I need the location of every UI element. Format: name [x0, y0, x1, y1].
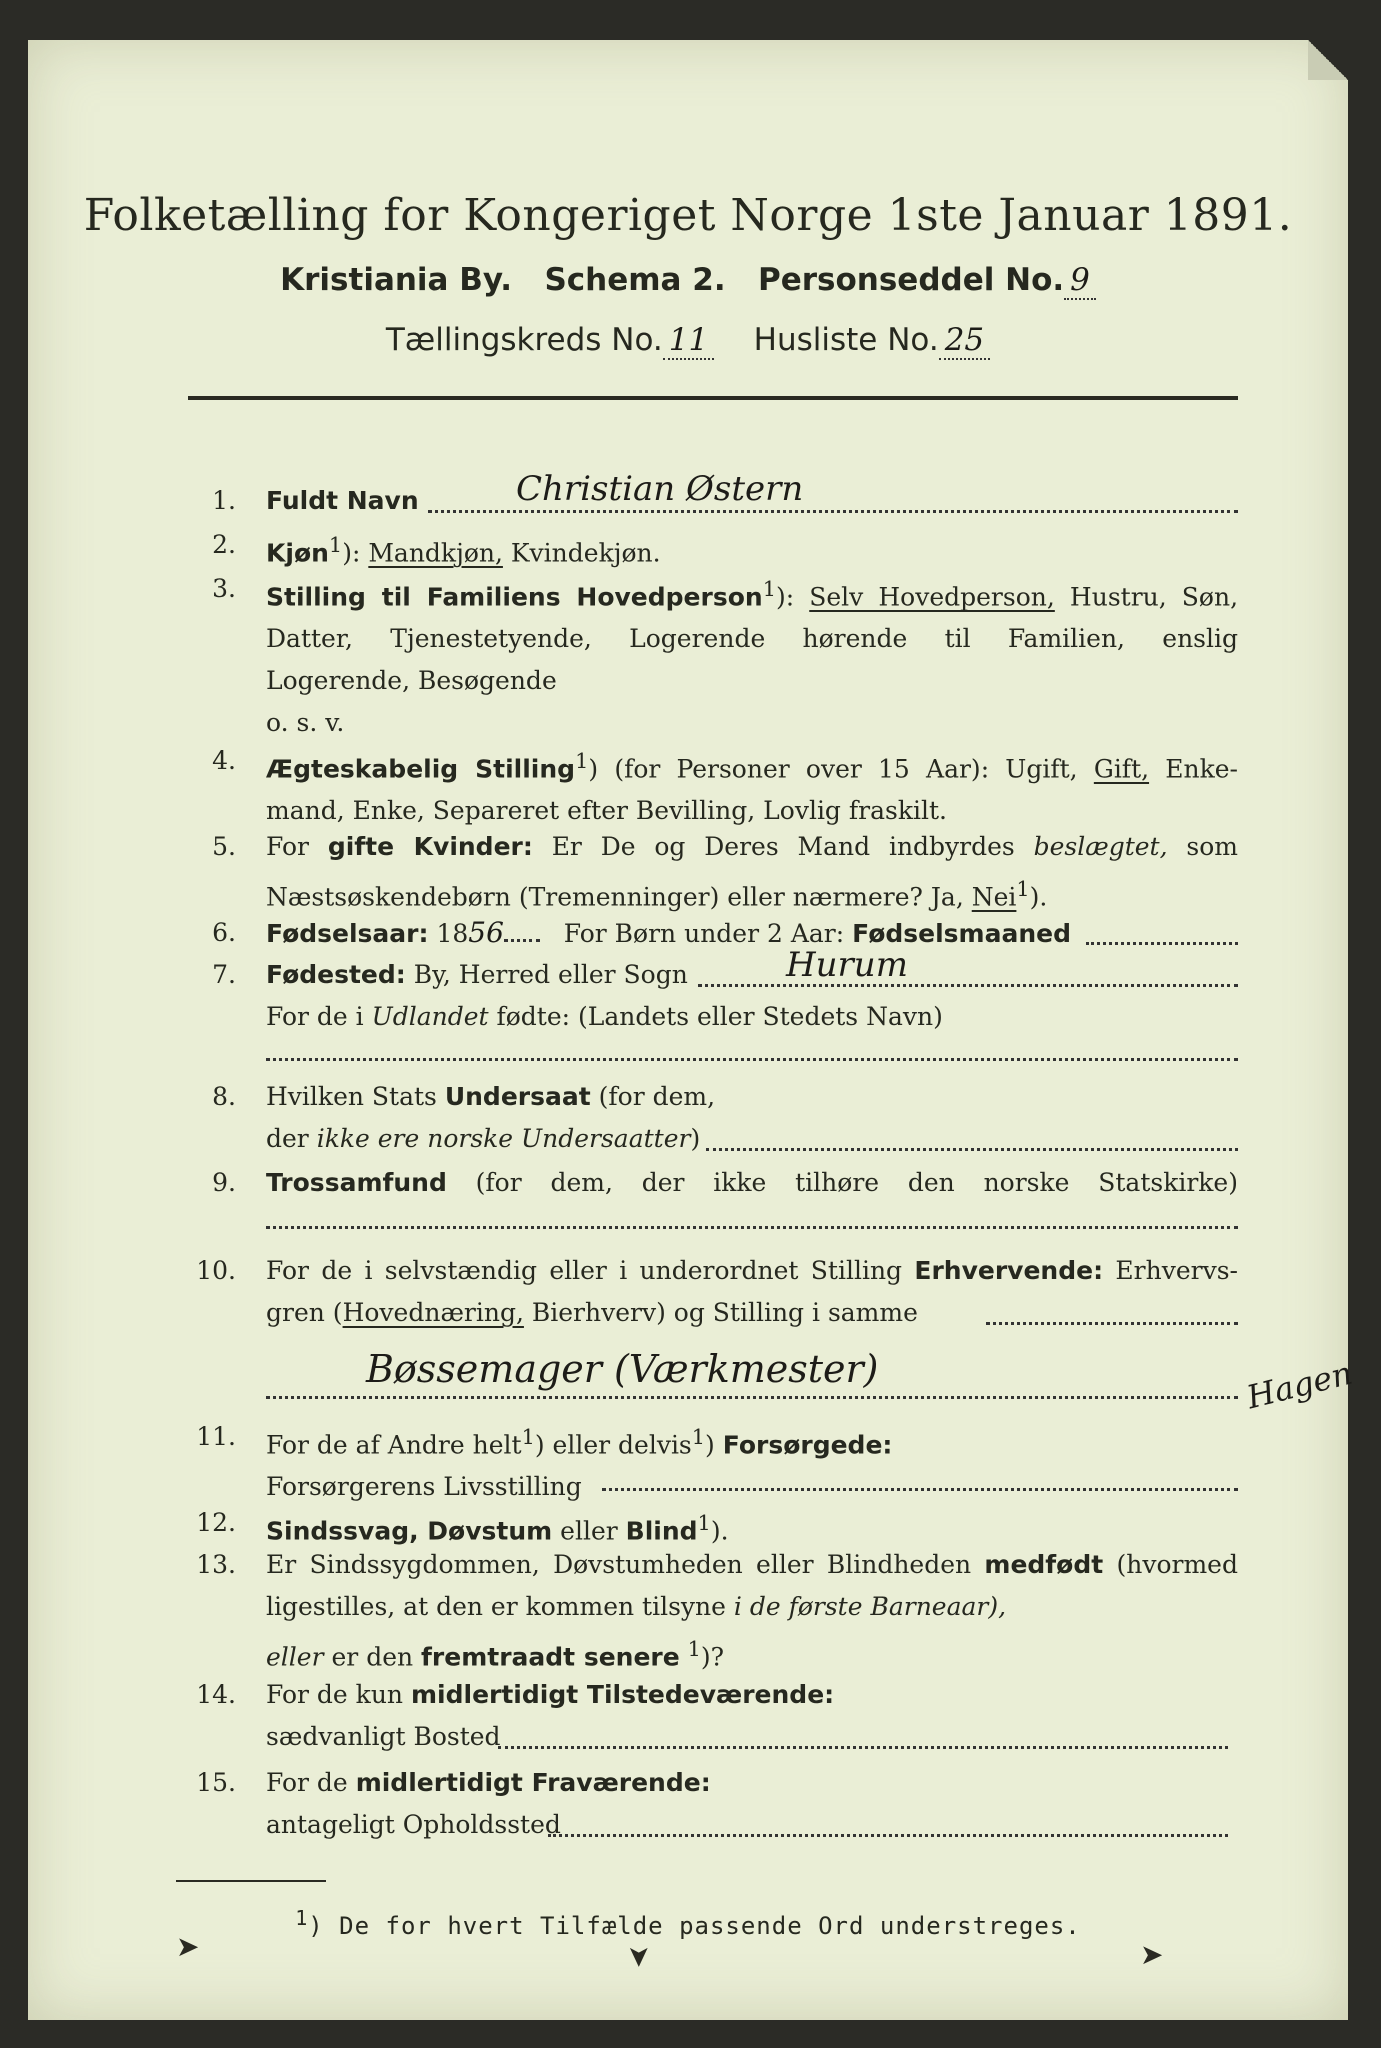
form-subtitle	[28, 262, 1348, 298]
header-divider	[188, 396, 1238, 400]
footnote-marker: 1	[521, 1425, 535, 1449]
form-title: Folketælling for Kongeriget Norge 1ste Januar 1891.	[83, 190, 1293, 241]
question-text: Hvilken Stats	[266, 1082, 437, 1111]
form-counting-line	[28, 322, 1348, 358]
question-label: Ægteskabelig Stilling	[266, 754, 576, 784]
question-text: Forsørgerens Livsstilling	[266, 1472, 582, 1502]
footnote-marker: 1	[295, 1906, 309, 1930]
footnote-marker: 1	[697, 1511, 711, 1535]
question-text: (for Personer over 15 Aar): Ugift,	[614, 754, 1078, 784]
birth-year-value: 56	[468, 916, 504, 949]
answer-line	[504, 913, 540, 942]
answer-line	[706, 1148, 1238, 1151]
footnote-marker: 1	[762, 577, 776, 601]
question-text: beslægtet,	[1033, 832, 1168, 861]
answer-line	[602, 1488, 1238, 1491]
question-text: Erhvervs-	[1115, 1256, 1238, 1285]
question-text: Enke-	[1165, 754, 1239, 784]
footnote-marker: 1	[328, 533, 343, 557]
options-text: Datter, Tjenestetyende, Logerende hørende til Familien, enslig	[266, 624, 1238, 654]
question-number: 6.	[212, 918, 236, 947]
question-text: Bierhverv) og Stilling i samme	[531, 1298, 918, 1327]
selected-option: Gift,	[1093, 754, 1150, 784]
question-label: fremtraadt senere	[421, 1642, 680, 1672]
question-text: For de i selvstændig eller i underordnet Stilling	[266, 1256, 903, 1285]
answer-line	[498, 1746, 1228, 1749]
question-number: 2.	[212, 530, 236, 559]
question-text: For de i	[266, 1002, 364, 1031]
question-label: medfødt	[984, 1550, 1104, 1579]
question-number: 7.	[212, 960, 236, 989]
question-text: (hvormed	[1116, 1550, 1238, 1579]
question-text: eller	[266, 1642, 324, 1672]
answer-line	[266, 1058, 1238, 1061]
selected-option: Mandkjøn,	[368, 538, 503, 568]
registration-mark-icon: ➤	[176, 1930, 200, 1963]
option: Kvindekjøn.	[510, 538, 661, 568]
question-text: fødte: (Landets eller Stedets Navn)	[496, 1002, 943, 1031]
question-text: der	[266, 1124, 309, 1153]
census-form-page: Folketælling for Kongeriget Norge 1ste Januar 1891. Kristiania By. Schema 2. Personseddel No. 9 Tællingskreds No. 11 Husliste No. 25 1. Fuldt Navn Christian Østern 2. Kjøn$^1$): Mandkjøn, Kvindekjøn. 3. Stilling til Familiens Hovedperson$^1$): Selv Hovedperson, Hustru, Søn, Datter, Tjenestetyende, Logerende hørende til Familien, enslig Logerende, Besøgende o. s. v. 4. Ægteskabelig Stilling$^1$) (for Personer over 15 Aar): Ugift, Gift, Enke- mand, Enke, Separeret efter Bevilling, Lovlig fraskilt. 5. For gifte Kvinder: Er De og Deres Mand indbyrdes beslægtet, som Næstsøskendebørn (Tremenninger) eller nærmere? Ja, Nei$^1$). 6. Fødselsaar: 1856 For Børn under 2 Aar: Fødselsmaaned 7. Fødested: By, Herred eller Sogn Hurum For de i Udlandet fødte: (Landets eller Stedets Navn) 8. Hvilken Stats Undersaat (for dem, der ikke ere norske Undersaatter) 9. Trossamfund (for dem, der ikke tilhøre den norske Statskirke) 10. For de i selvstændig eller i underordnet Stilling Erhvervende: Erhvervs- gren (Hovednæring, Bierhverv) og Stilling i samme Bøssemager (Værkmester) Hagen 11. For de af Andre helt$^1$) eller delvis$^1$) Forsørgede: Forsørgerens Livsstilling 12. Sindssvag, Døvstum eller Blind$^1$). 13. Er Sindssygdommen, Døvstumheden eller Blindheden medfødt (hvormed ligestilles, at den er kommen tilsyne i de første Barneaar), eller er den fremtraadt senere $^1$)? 14. For de kun midlertidigt Tilstedeværende: sædvanligt Bosted 15. For de midlertidigt Fraværende: antageligt Opholdssted $^1$) De for hvert Tilfælde passende Ord understreges. ➤ ➤ ➤	[28, 40, 1348, 2020]
question-number: 15.	[196, 1768, 236, 1797]
question-text: (for dem,	[598, 1082, 716, 1111]
question-text: ligestilles, at den er kommen tilsyne	[266, 1592, 726, 1621]
question-number: 3.	[212, 574, 236, 603]
question-text: Er De og Deres Mand indbyrdes	[551, 832, 1015, 861]
options-text: Logerende, Besøgende	[266, 666, 557, 696]
folded-corner	[1308, 40, 1348, 80]
answer-line	[548, 1834, 1228, 1837]
question-text: For de af Andre helt	[266, 1430, 522, 1460]
question-text: antageligt Opholdssted	[266, 1810, 561, 1839]
husliste-label: Husliste No.	[753, 322, 939, 358]
question-text: i de første Barneaar),	[733, 1592, 1007, 1621]
options-text: mand, Enke, Separeret efter Bevilling, Lovlig fraskilt.	[266, 796, 947, 826]
question-number: 4.	[212, 746, 236, 775]
question-number: 9.	[212, 1168, 236, 1197]
question-text: (for dem, der ikke tilhøre den norske Statskirke)	[475, 1168, 1238, 1197]
question-label: midlertidigt Tilstedeværende:	[410, 1680, 835, 1709]
question-number: 14.	[196, 1680, 236, 1709]
question-text: )	[705, 1430, 715, 1460]
options-text: Hustru, Søn,	[1069, 582, 1239, 612]
answer-line	[266, 1226, 1238, 1229]
registration-mark-icon: ➤	[1140, 1938, 1164, 1971]
question-text: Udlandet	[371, 1002, 489, 1031]
question-label: Kjøn	[266, 538, 329, 568]
question-label: Fuldt Navn	[266, 486, 419, 515]
question-text: ikke ere norske Undersaatter	[316, 1124, 691, 1153]
birthplace-value: Hurum	[786, 945, 908, 985]
question-label: gifte Kvinder:	[327, 832, 533, 861]
footnote-text: ) De for hvert Tilfælde passende Ord understreges.	[308, 1912, 1081, 1940]
question-number: 12.	[196, 1508, 236, 1537]
question-label: Sindssvag, Døvstum	[266, 1516, 553, 1546]
question-text: Er Sindssygdommen, Døvstumheden eller Blindheden	[266, 1550, 972, 1579]
answer-line	[428, 510, 1238, 513]
question-text: For de kun	[266, 1680, 404, 1709]
kreds-label: Tællingskreds No.	[385, 322, 663, 358]
question-number: 5.	[212, 832, 236, 861]
question-label: Trossamfund	[266, 1168, 447, 1197]
footnote	[28, 1906, 1348, 1940]
question-text: ) eller delvis	[534, 1430, 692, 1460]
options-text: o. s. v.	[266, 708, 345, 738]
question-text: For Børn under 2 Aar:	[563, 919, 845, 948]
question-text: sædvanligt Bosted	[266, 1722, 501, 1751]
question-text: gren (	[266, 1298, 343, 1327]
margin-note: Hagen	[1242, 1353, 1357, 1417]
question-text: For de	[266, 1768, 348, 1797]
selected-option: Selv Hovedperson,	[809, 582, 1055, 612]
question-text: som	[1186, 832, 1238, 861]
footnote-marker: 1	[1016, 877, 1030, 901]
question-label: midlertidigt Fraværende:	[355, 1768, 711, 1797]
answer-line	[698, 984, 1238, 987]
question-label: Erhvervende:	[914, 1256, 1104, 1285]
question-text: By, Herred eller Sogn	[413, 960, 688, 989]
selected-option: Nei	[971, 882, 1017, 912]
question-text: Næstsøskendebørn (Tremenninger) eller nærmere? Ja,	[266, 882, 964, 912]
footnote-marker: 1	[691, 1425, 706, 1449]
question-number: 8.	[212, 1082, 236, 1111]
footnote-marker: 1	[575, 749, 589, 773]
husliste-number: 25	[939, 322, 990, 360]
question-label: Undersaat	[444, 1082, 591, 1111]
personseddel-label: Personseddel No.	[757, 262, 1065, 298]
personseddel-number: 9	[1064, 262, 1096, 300]
footnote-marker: 1	[687, 1637, 701, 1661]
question-label: Fødselsaar:	[266, 919, 429, 948]
answer-line	[986, 1322, 1238, 1325]
question-label: Forsørgede:	[722, 1430, 893, 1460]
year-prefix: 18	[436, 919, 469, 948]
registration-mark-icon: ➤	[623, 1944, 657, 1969]
question-text: er den	[331, 1642, 414, 1672]
occupation-value: Bøssemager (Værkmester)	[366, 1347, 879, 1391]
answer-line	[266, 1396, 1238, 1399]
question-text: For	[266, 832, 309, 861]
question-label: Blind	[625, 1516, 698, 1546]
full-name-value: Christian Østern	[516, 469, 804, 509]
selected-option: Hovednæring,	[342, 1298, 524, 1327]
question-label: Fødselsmaaned	[852, 919, 1072, 948]
answer-line	[1086, 942, 1238, 945]
question-number: 11.	[196, 1422, 236, 1451]
question-number: 13.	[196, 1550, 236, 1579]
city-label: Kristiania By.	[280, 262, 513, 298]
question-label: Fødested:	[266, 960, 406, 989]
question-number: 1.	[212, 486, 236, 515]
question-number: 10.	[196, 1256, 236, 1285]
question-text: eller	[560, 1516, 618, 1546]
footnote-divider	[176, 1880, 326, 1882]
kreds-number: 11	[663, 322, 714, 360]
schema-label: Schema 2.	[544, 262, 726, 298]
question-label: Stilling til Familiens Hovedperson	[266, 582, 763, 612]
